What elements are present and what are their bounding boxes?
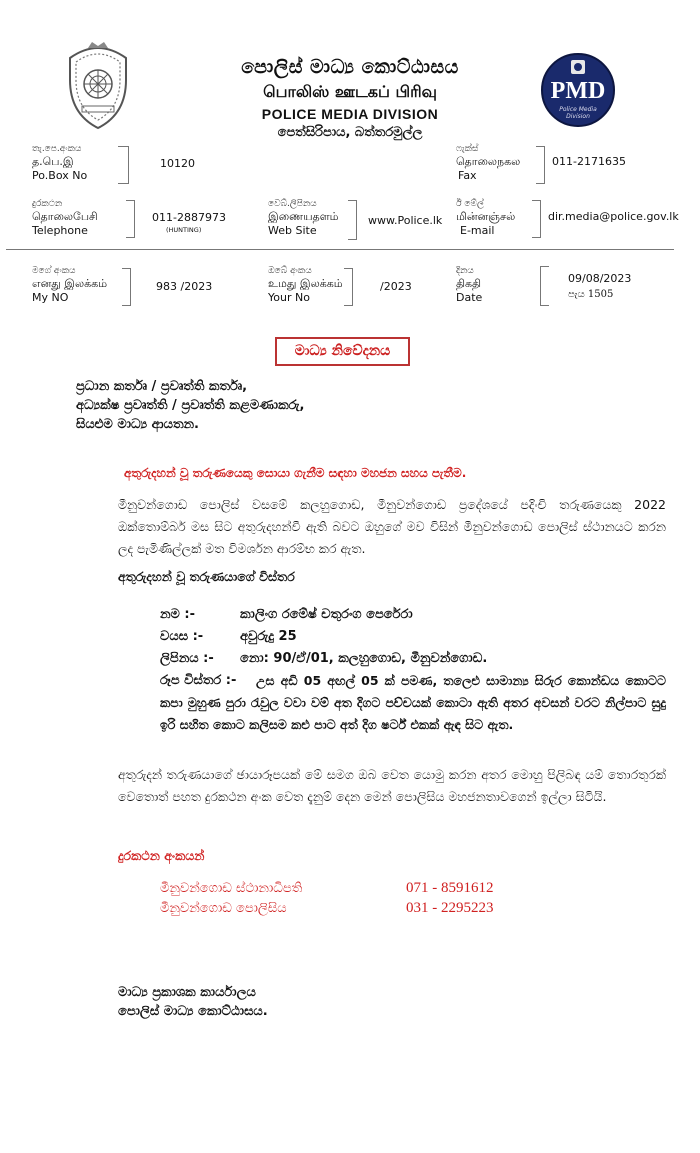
- website-label-ta: இணையதளம்: [268, 210, 339, 223]
- pobox-label-en: Po.Box No: [32, 169, 88, 182]
- email-label: [456, 199, 515, 238]
- email-label-si: ඊ මේල්: [456, 199, 484, 209]
- your-no-label-si: ඔබේ අංකය: [268, 266, 312, 276]
- description-value: උස අඩි 05 අඟල් 05 ක් පමණ, තලෙළු සාමාන්‍ය සිරුර කොන්ඩය කොටට කපා මුහුණ පුරා රැවුල වවා වම් අත දිගට පච්චයක් කොටා ඇති අතර අවසන් වරට නිල්පාට සුදු ඉරි සහිත කොට කලිසම කළු පාට අත් දිග ෂර්ට් එකක් ඇඳ සිට ඇත.: [160, 673, 666, 732]
- details-heading: අතුරුදහන් වූ තරුණයාගේ විස්තර: [118, 569, 295, 584]
- website-value: www.Police.lk: [368, 214, 443, 227]
- phone-label: මීනුවන්ගොඩ පොලිසිය: [160, 901, 287, 916]
- fax-label-ta: தொலைநகல: [456, 155, 521, 168]
- signoff-line: පොලිස් මාධ්‍ය කොට්ඨාසය.: [118, 1004, 268, 1019]
- email-bracket: [532, 200, 541, 238]
- website-label: [268, 199, 338, 238]
- addressee-line: අධ්‍යක්ෂ ප්‍රවෘත්ති / ප්‍රවෘත්ති කළමණාකරු,: [76, 398, 305, 413]
- signoff-line: මාධ්‍ය ප්‍රකාශක කාර්යාලය: [118, 985, 256, 1000]
- header-title-sinhala: පොලිස් මාධ්‍ය කොට්ඨාසය: [241, 56, 459, 78]
- signoff: [118, 983, 268, 1021]
- date-time: පැය 1505: [568, 289, 614, 300]
- date-label-en: Date: [456, 291, 483, 304]
- pobox-value: 10120: [160, 157, 195, 170]
- header-title-tamil: பொலிஸ் ஊடகப் பிரிவு: [263, 82, 437, 101]
- telephone-value: 011-2887973: [152, 211, 226, 224]
- date-value: 09/08/2023: [568, 272, 632, 285]
- name-label: නම :-: [160, 607, 196, 622]
- header-address: පෙත්සිරිපාය, බත්තරමුල්ල: [277, 125, 423, 140]
- telephone-label: [32, 199, 98, 238]
- phone-number: 071 - 8591612: [406, 880, 494, 896]
- fax-label: [456, 144, 520, 183]
- phones-heading: දුරකථන අංකයන්: [118, 848, 205, 863]
- phone-number: 031 - 2295223: [406, 900, 494, 916]
- header-divider: [6, 249, 674, 250]
- my-no-label-si: මගේ අංකය: [32, 266, 76, 276]
- age-value: අවුරුදු 25: [240, 629, 297, 644]
- addressees: [76, 377, 304, 434]
- header-title-english: POLICE MEDIA DIVISION: [261, 106, 439, 122]
- paragraph-intro: මීනුවන්ගොඩ පොලිස් වසමේ කලහුගොඩ, මීනුවන්ගොඩ ප්‍රදේශයේ පදිංචි තරුණයෙකු 2022 ඔක්තොම්බර් මස සිට අතුරුදහන්වී ඇති බවට ඔහුගේ මව විසින් මීනුවන්ගොඩ පොලිස් ස්ථානයට කරන ලද පැමිණිල්ලක් මත විමර්ශන ආරම්භ කර ඇත.: [118, 497, 666, 556]
- your-no-label: [268, 266, 343, 305]
- date-bracket: [540, 266, 549, 306]
- your-no-bracket: [344, 268, 353, 306]
- fax-label-si: ෆැක්ස්: [456, 144, 479, 154]
- your-no-value: /2023: [380, 280, 412, 293]
- telephone-bracket: [126, 200, 135, 238]
- pobox-label-ta: த.பெ.இ: [32, 155, 74, 168]
- pmd-logo-subtext: Police Media Division: [559, 106, 597, 120]
- address-label: ලිපිනය :-: [160, 651, 214, 666]
- my-no-label-ta: எனது இலக்கம்: [32, 277, 108, 290]
- subject-line: අතුරුදහන් වූ තරුණයෙකු සොයා ගැනීම සඳහා මහජන සහය පැතීම.: [124, 466, 467, 480]
- phone-label: මීනුවන්ගොඩ ස්ථානාධිපති: [160, 881, 303, 896]
- date-label: [456, 266, 482, 305]
- pmd-logo-text: PMD: [550, 78, 606, 104]
- fax-value: 011-2171635: [552, 155, 626, 168]
- pobox-label-si: තැ.පෙ.අංකය: [32, 144, 82, 154]
- date-label-ta: திகதி: [456, 277, 482, 290]
- website-label-si: වෙබ්.ලිපිනය: [268, 199, 317, 209]
- your-no-label-en: Your No: [268, 291, 310, 304]
- fax-label-en: Fax: [458, 169, 477, 182]
- description-label: රූප විස්තර :-: [160, 673, 237, 688]
- your-no-label-ta: உமது இலக்கம்: [268, 277, 343, 290]
- age-label: වයස :-: [160, 629, 204, 644]
- address-value: නො: 90/ඒ/01, කලහුගොඩ, මීනුවන්ගොඩ.: [240, 651, 488, 666]
- telephone-label-ta: தொலைபேசி: [32, 210, 98, 223]
- addressee-line: සියළුම මාධ්‍ය ආයතන.: [76, 417, 199, 432]
- addressee-line: ප්‍රධාන කර්තෘ / ප්‍රවෘත්ති කර්තෘ,: [76, 379, 248, 394]
- paragraph-request: අතුරුදන් තරුණයාගේ ඡායාරූපයක් මේ සමග ඔබ වෙත යොමු කරන අතර මොහු පිලිබඳ යම් තොරතුරක් වෙතොත් පහත දුරකථන අංක වෙත දැනුම් දෙන මෙන් පොලිසිය මහජනතාවගෙන් ඉල්ලා සිටියි.: [118, 767, 666, 804]
- telephone-label-si: දුරකථන: [32, 199, 63, 209]
- telephone-label-en: Telephone: [32, 224, 88, 237]
- date-label-si: දිනය: [456, 266, 474, 276]
- email-label-ta: மின்னஞ்சல்: [456, 210, 516, 223]
- email-label-en: E-mail: [460, 224, 495, 237]
- notice-title: මාධ්‍ය නිවේදනය: [275, 337, 410, 366]
- name-value: කාලිංග රමේෂ් චතුරංග පෙරේරා: [240, 607, 413, 622]
- pobox-label: [32, 144, 87, 183]
- website-label-en: Web Site: [268, 224, 317, 237]
- website-bracket: [348, 200, 357, 240]
- my-no-value: 983 /2023: [156, 280, 213, 293]
- pobox-bracket: [118, 146, 129, 184]
- my-no-label: [32, 266, 107, 305]
- my-no-label-en: My NO: [32, 291, 69, 304]
- my-no-bracket: [122, 268, 131, 306]
- fax-bracket: [536, 146, 545, 184]
- email-value: dir.media@police.gov.lk: [548, 210, 679, 223]
- telephone-note: (HUNTING): [166, 226, 202, 234]
